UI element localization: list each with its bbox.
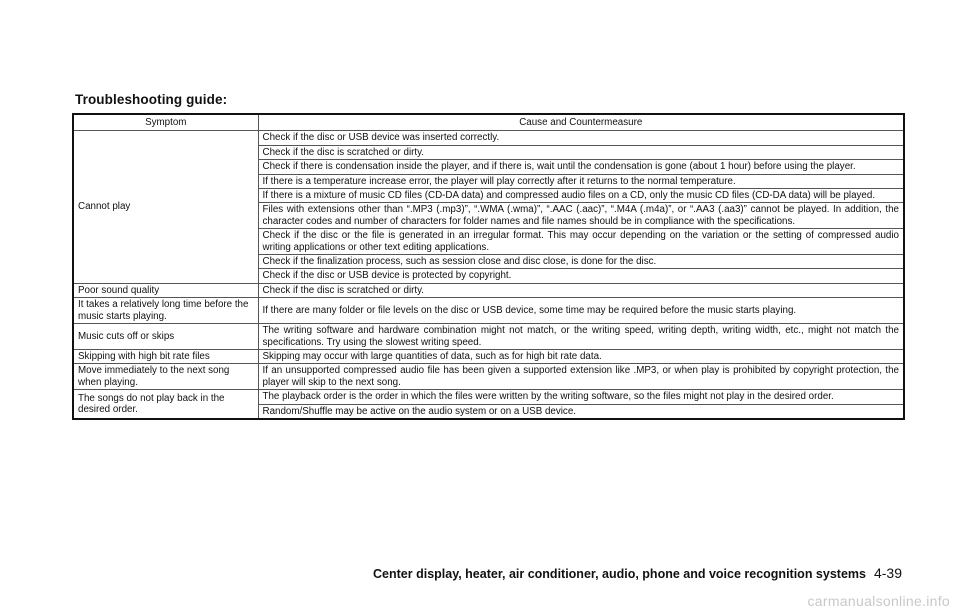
- symptom-cell: Skipping with high bit rate files: [73, 349, 258, 363]
- table-row: [73, 364, 904, 390]
- cause-cell: Check if the disc is scratched or dirty.: [258, 145, 904, 159]
- section-heading: Troubleshooting guide:: [75, 92, 228, 107]
- cause-cell: Check if the finalization process, such as session close and disc close, is done for the disc.: [258, 255, 904, 269]
- cause-cell: Check if the disc or USB device is protected by copyright.: [258, 269, 904, 283]
- cause-cell: Check if the disc or USB device was inserted correctly.: [258, 131, 904, 145]
- header-cause: Cause and Countermeasure: [258, 114, 904, 131]
- cause-cell: If there is a mixture of music CD files (CD-DA data) and compressed audio files on a CD, only the music CD files (CD-DA data) will be played.: [258, 189, 904, 203]
- troubleshooting-table: [72, 113, 905, 420]
- table-row: [73, 324, 904, 350]
- symptom-cell: Music cuts off or skips: [73, 324, 258, 350]
- table-row: [73, 298, 904, 324]
- cause-cell: Skipping may occur with large quantities of data, such as for high bit rate data.: [258, 349, 904, 363]
- symptom-cell: The songs do not play back in the desired order.: [73, 390, 258, 419]
- cause-cell: Check if the disc or the file is generated in an irregular format. This may occur depending on the variation or the setting of compressed audio writing applications or other text editing applications.: [258, 229, 904, 255]
- cause-cell: If there is a temperature increase error, the player will play correctly after it returns to the normal temperature.: [258, 174, 904, 188]
- table-row: [73, 131, 904, 145]
- cause-cell: If an unsupported compressed audio file has been given a supported extension like .MP3, or when play is prohibited by copyright protection, the player will skip to the next song.: [258, 364, 904, 390]
- cause-cell: The playback order is the order in which the files were written by the writing software, so the files might not play in the desired order.: [258, 390, 904, 404]
- table-header-row: [73, 114, 904, 131]
- table-row: [73, 390, 904, 404]
- cause-cell: Files with extensions other than “.MP3 (.mp3)”, “.WMA (.wma)”, “.AAC (.aac)”, “.M4A (.m4a)”, or “.AA3 (.aa3)” cannot be played. In addition, the character codes and number of characters for folder names and file names should be in compliance with the specifications.: [258, 203, 904, 229]
- symptom-cell: It takes a relatively long time before the music starts playing.: [73, 298, 258, 324]
- symptom-cell: Cannot play: [73, 131, 258, 283]
- table-row: [73, 283, 904, 297]
- header-symptom: Symptom: [73, 114, 258, 131]
- cause-cell: If there are many folder or file levels on the disc or USB device, some time may be required before the music starts playing.: [258, 298, 904, 324]
- cause-cell: Check if there is condensation inside the player, and if there is, wait until the condensation is gone (about 1 hour) before using the player.: [258, 160, 904, 174]
- watermark: carmanualsonline.info: [807, 593, 950, 609]
- page-number: 4-39: [873, 565, 902, 581]
- page-footer: [373, 565, 902, 581]
- symptom-cell: Move immediately to the next song when playing.: [73, 364, 258, 390]
- cause-cell: Random/Shuffle may be active on the audio system or on a USB device.: [258, 404, 904, 419]
- cause-cell: Check if the disc is scratched or dirty.: [258, 283, 904, 297]
- cause-cell: The writing software and hardware combination might not match, or the writing speed, writing depth, writing width, etc., might not match the specifications. Try using the slowest writing speed.: [258, 324, 904, 350]
- table-row: [73, 349, 904, 363]
- footer-section-title: Center display, heater, air conditioner, audio, phone and voice recognition systems: [373, 567, 866, 581]
- symptom-cell: Poor sound quality: [73, 283, 258, 297]
